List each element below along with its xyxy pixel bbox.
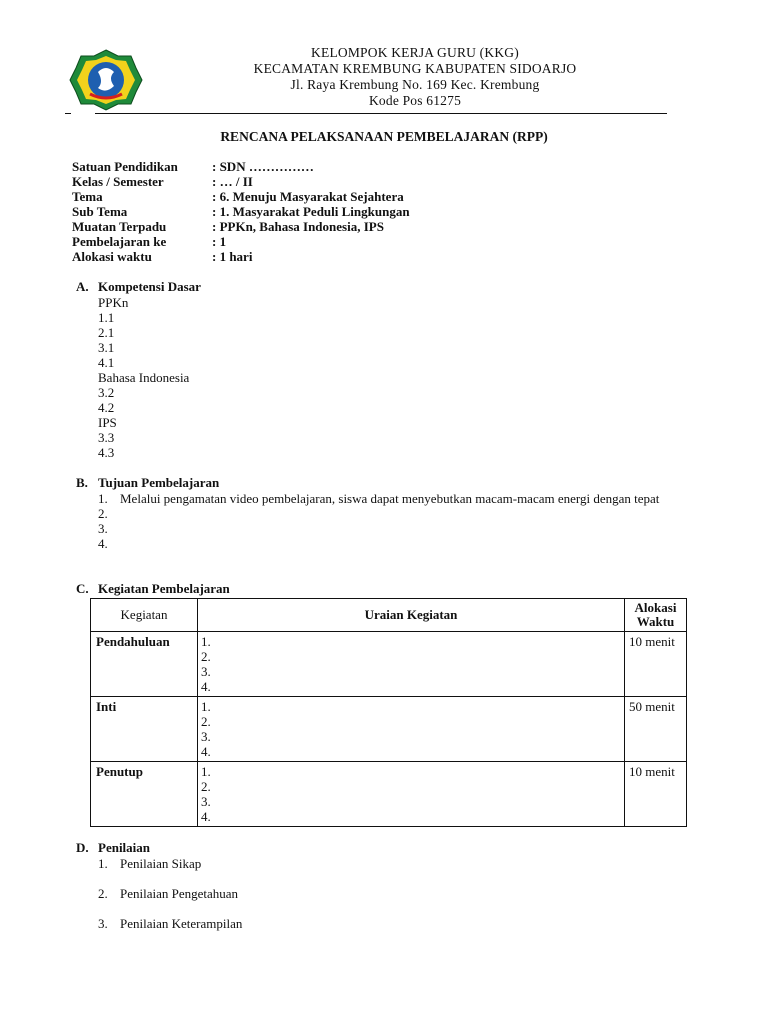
list-item: 4.3 bbox=[98, 445, 115, 460]
list-item bbox=[98, 491, 680, 506]
section-title: Penilaian bbox=[98, 840, 151, 855]
step-item: 4. bbox=[201, 809, 211, 824]
column-header-uraian: Uraian Kegiatan bbox=[198, 599, 625, 632]
step-item: 3. bbox=[201, 664, 211, 679]
list-item: PPKn bbox=[98, 295, 129, 310]
step-item: 1. bbox=[201, 634, 211, 649]
section-heading bbox=[76, 581, 230, 597]
letterhead-line-3: Jl. Raya Krembung No. 169 Kec. Krembung bbox=[290, 77, 540, 92]
list-item bbox=[98, 916, 242, 946]
list-item bbox=[98, 536, 680, 551]
identity-label: Sub Tema bbox=[72, 204, 128, 219]
letterhead-line-4: Kode Pos 61275 bbox=[368, 93, 462, 108]
identity-value: : 1. Masyarakat Peduli Lingkungan bbox=[212, 204, 410, 219]
item-text bbox=[120, 536, 680, 551]
list-item: 1.1 bbox=[98, 310, 115, 325]
letterhead-line-2: KECAMATAN KREMBUNG KABUPATEN SIDOARJO bbox=[253, 61, 577, 76]
column-header-alokasi: Alokasi Waktu bbox=[625, 599, 687, 632]
uraian-cell bbox=[198, 762, 625, 827]
list-item: 2.1 bbox=[98, 325, 115, 340]
kegiatan-name: Pendahuluan bbox=[91, 632, 198, 697]
section-letter: B. bbox=[76, 475, 88, 490]
section-title: Kompetensi Dasar bbox=[98, 279, 201, 294]
identity-value: : SDN …………… bbox=[212, 159, 314, 174]
identity-value: : PPKn, Bahasa Indonesia, IPS bbox=[212, 219, 384, 234]
step-item: 1. bbox=[201, 764, 211, 779]
table-row bbox=[91, 762, 687, 827]
column-header-kegiatan: Kegiatan bbox=[91, 599, 198, 632]
kegiatan-name: Penutup bbox=[91, 762, 198, 827]
item-text: Penilaian Keterampilan bbox=[120, 916, 243, 931]
section-letter: A. bbox=[76, 279, 89, 294]
item-text: Melalui pengamatan video pembelajaran, siswa dapat menyebutkan macam-macam energi dengan tepat bbox=[120, 491, 660, 506]
identity-label: Satuan Pendidikan bbox=[72, 159, 178, 174]
identity-value: : 1 bbox=[212, 234, 227, 249]
list-item bbox=[98, 521, 680, 536]
step-item: 2. bbox=[201, 649, 211, 664]
list-item bbox=[98, 856, 242, 886]
list-item: Bahasa Indonesia bbox=[98, 370, 190, 385]
penilaian-list bbox=[98, 856, 242, 946]
list-item: IPS bbox=[98, 415, 117, 430]
header-divider bbox=[95, 113, 667, 114]
kegiatan-name: Inti bbox=[91, 697, 198, 762]
section-letter: D. bbox=[76, 840, 89, 855]
item-text bbox=[120, 506, 680, 521]
document-title: RENCANA PELAKSANAAN PEMBELAJARAN (RPP) bbox=[220, 129, 548, 144]
list-item: 4.2 bbox=[98, 400, 115, 415]
identity-row bbox=[72, 234, 410, 249]
section-letter: C. bbox=[76, 581, 89, 596]
item-number: 2. bbox=[98, 886, 108, 901]
item-number: 4. bbox=[98, 536, 108, 551]
identity-row bbox=[72, 159, 410, 174]
identity-label: Alokasi waktu bbox=[72, 249, 152, 264]
identity-row bbox=[72, 204, 410, 219]
table-row bbox=[91, 632, 687, 697]
step-item: 3. bbox=[201, 794, 211, 809]
alokasi-cell: 10 menit bbox=[625, 632, 687, 697]
letterhead bbox=[150, 45, 680, 109]
section-kegiatan-pembelajaran bbox=[76, 581, 230, 597]
tujuan-list bbox=[98, 491, 680, 551]
alokasi-cell: 50 menit bbox=[625, 697, 687, 762]
identity-label: Pembelajaran ke bbox=[72, 234, 167, 249]
identity-label: Tema bbox=[72, 189, 103, 204]
identity-value: : 1 hari bbox=[212, 249, 253, 264]
identity-row bbox=[72, 174, 410, 189]
item-number: 2. bbox=[98, 506, 108, 521]
identity-value: : … / II bbox=[212, 174, 253, 189]
list-item: 3.2 bbox=[98, 385, 115, 400]
section-kompetensi-dasar bbox=[76, 279, 201, 460]
identity-label: Muatan Terpadu bbox=[72, 219, 167, 234]
section-heading bbox=[76, 840, 242, 856]
item-number: 3. bbox=[98, 916, 108, 931]
item-number: 1. bbox=[98, 491, 108, 506]
list-item: 3.3 bbox=[98, 430, 115, 445]
uraian-cell bbox=[198, 632, 625, 697]
section-heading bbox=[76, 475, 680, 491]
step-item: 4. bbox=[201, 679, 211, 694]
identity-value: : 6. Menuju Masyarakat Sejahtera bbox=[212, 189, 404, 204]
identity-row bbox=[72, 189, 410, 204]
letterhead-line-1: KELOMPOK KERJA GURU (KKG) bbox=[311, 45, 519, 60]
section-tujuan-pembelajaran bbox=[76, 475, 680, 551]
kabupaten-emblem-logo bbox=[68, 48, 144, 112]
item-text: Penilaian Sikap bbox=[120, 856, 202, 871]
section-heading bbox=[76, 279, 201, 295]
section-penilaian bbox=[76, 840, 242, 946]
item-number: 3. bbox=[98, 521, 108, 536]
identity-row bbox=[72, 219, 410, 234]
step-item: 2. bbox=[201, 779, 211, 794]
header-dash bbox=[65, 113, 71, 114]
list-item bbox=[98, 506, 680, 521]
step-item: 3. bbox=[201, 729, 211, 744]
kegiatan-table bbox=[90, 598, 687, 827]
uraian-cell bbox=[198, 697, 625, 762]
identity-row bbox=[72, 249, 410, 264]
item-text: Penilaian Pengetahuan bbox=[120, 886, 239, 901]
section-title: Kegiatan Pembelajaran bbox=[98, 581, 230, 596]
item-number: 1. bbox=[98, 856, 108, 871]
list-item: 4.1 bbox=[98, 355, 115, 370]
identity-block bbox=[72, 159, 410, 264]
kompetensi-list bbox=[98, 295, 201, 460]
alokasi-cell: 10 menit bbox=[625, 762, 687, 827]
list-item: 3.1 bbox=[98, 340, 115, 355]
identity-label: Kelas / Semester bbox=[72, 174, 164, 189]
table-header-row bbox=[91, 599, 687, 632]
step-item: 2. bbox=[201, 714, 211, 729]
list-item bbox=[98, 886, 242, 916]
table-row bbox=[91, 697, 687, 762]
section-title: Tujuan Pembelajaran bbox=[98, 475, 220, 490]
step-item: 1. bbox=[201, 699, 211, 714]
item-text bbox=[120, 521, 680, 536]
step-item: 4. bbox=[201, 744, 211, 759]
